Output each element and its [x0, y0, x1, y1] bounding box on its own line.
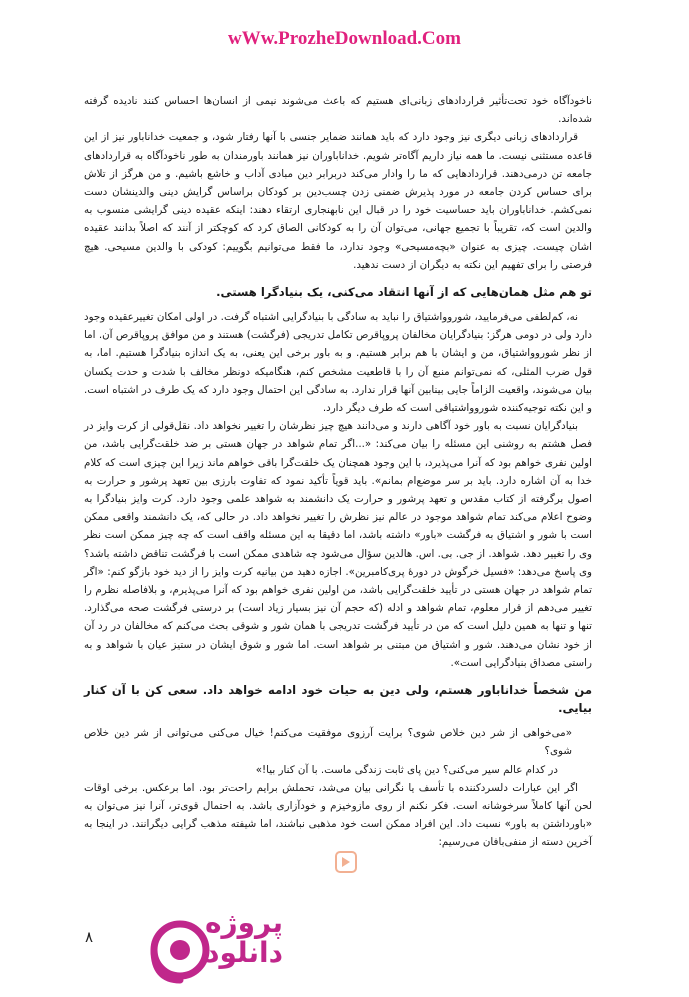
- paragraph: اگر این عبارات دلسردکننده با تأسف یا نگرانی بیان می‌شد، تحملش برایم راحت‌تر بود. اما برعکس. برخی اوقات لحن آنها کاملاً سرخوشانه است. فکر نکنم از روی مازوخیزم و خودآزاری باشد. به احتمال قوی‌تر، آنرا نیز می‌توان به «باورداشتن به باور» نسبت داد. این افراد ممکن است خود مذهبی نباشند، اما شیفته مذهب گرایی دیگرانند. در اینجا به آخرین دسته از منفی‌بافان می‌رسیم:: [84, 781, 592, 849]
- page-body: [84, 92, 592, 852]
- paragraph: قراردادهای زبانی دیگری نیز وجود دارد که باید همانند ضمایر جنسی با آنها رفتار شود، و جمعیت خداناباور نیز از این قاعده مستثنی نیست. ما همه نیاز داریم آگاه‌تر شویم. خداناباوران نیز همانند باورمندان به طور ناخودآگاه به قراردادهای جامعه تن درمی‌دهند. قراردادهایی که ما را وادار می‌کند دربرابر دین مبادی آداب و خاشع باشیم. و من هرگز از تلاش برای حساس کردن جامعه در مورد پذیرش ضمنی زدن چسب‌دین بر کودکان براساس گرایش دینی والدینشان دست نمی‌کشم. خداناباوران باید حساسیت خود را در قبال این نابهنجاری ارتقاء دهند: اینکه عقیده دینی گرایشی منسوب به والدین است که، تقریباً با تجمیع جهانی، می‌توان آن را به کودکانی الصاق کرد که کوچکتر از آنند که اصلاً بدانند عقیده اشان چیست. چیزی به عنوان «بچه‌مسیحی» وجود ندارد، ما فقط می‌توانیم بگوییم: کودکی با والدین مسیحی. هیچ فرصتی را برای تفهیم این نکته به دیگران از دست ندهید.: [84, 131, 592, 271]
- paragraph: بنیادگرایان نسبت به باور خود آگاهی دارند و می‌دانند هیچ چیز نظرشان را تغییر نخواهد داد. نقل‌قولی از کرت وایز در فصل هشتم به روشنی این مسئله را بیان می‌کند: «...اگر تمام شواهد در جهان هستی بر ضد خلقت‌گرایی باشد، من اولین نفری خواهم بود که آنرا می‌پذیرد، با این وجود همچنان یک خلقت‌گرا باقی خواهم ماند زیرا این چیزی است که کلام خدا به آن اشاره دارد. باید بر سر موضع‌ام بمانم». باید قویاً تأکید نمود که تفاوت بارزی بین تعهد پرشور و حرارت به اصول برگرفته از کتاب مقدس و تعهد پرشور و حرارت یک دانشمند به شواهد علمی وجود دارد. کرت وایز بنیادگرا به وضوح اعلام می‌کند تمام شواهد موجود در عالم نیز نظرش را تغییر نخواهد داد. در حالی که، یک دانشمند واقعی ممکن است با شور و اشتیاق به فرگشت «باور» داشته باشد، اما دقیقا به این مسئله واقف است که چه چیز ممکن است نظر وی را تغییر دهد. شواهد. از جی. بی. اس. هالدین سؤال می‌شود چه شاهدی ممکن است با فرگشت تناقض داشته باشد؟ وی پاسخ می‌دهد: «فسیل خرگوش در دورهٔ پری‌کامبرین». اجازه دهید من بیانیه کرت وایز را از دید خود بازگو کنم: «اگر تمام شواهد در جهان هستی در تأیید خلقت‌گرایی باشد، من اولین نفری خواهم بود که آنرا می‌پذیرم، و بلافاصله نظرم را تغییر می‌دهم از قرار معلوم، تمام شواهد و ادله (که حجم آن نیز بسیار زیاد است) بر درستی فرگشت صحه می‌گذارد. تنها و تنها به همین دلیل است که من در تأیید فرگشت تدریجی با همان شور و شوقی بحث می‌کنم که مخالفان در رد آن از خود نشان می‌دهند. شور و اشتیاق من مبتنی بر شواهد است. اما شور و شوق ایشان در ستیز عیان با شواهد و به راستی مصداق بنیادگرایی است».: [84, 420, 592, 669]
- watermark-logo-icon: [333, 849, 359, 875]
- paragraph: نه، کم‌لطفی می‌فرمایید، شوروواشتیاق را نباید به سادگی با بنیادگرایی اشتباه گرفت. در اولی امکان تغییرعقیده وجود دارد ولی در دومی هرگز: بنیادگرایان مخالفان پروپاقرص تکامل تدریجی (فرگشت) هستند و من موافق پروپاقرص آن. اما از نظر شوروواشتیاق، من و ایشان با هم برابر هستیم. و به باور برخی این یعنی، به یک اندازه بنیادگرا هستیم. اما، به قول ضرب المثلی، که نمی‌توانم منبع آن را با قاطعیت مشخص کنم، هنگامیکه دونظر مخالف با شدت و حدت یکسان بیان می‌شوند، واقعیت الزاماً جایی بینابین آنها قرار ندارد. به سادگی این احتمال وجود دارد که یک طرف در اشتباه است. و این نکته توجیه‌کننده شوروواشتیاقی است که طرف دیگر دارد.: [84, 311, 592, 415]
- logo-line: دانلود: [205, 936, 283, 969]
- section-heading: من شخصاً خداناباور هستم، ولی دین به حیات خود ادامه خواهد داد. سعی کن با آن کنار بیایی.: [84, 683, 592, 716]
- logo-wordmark: [205, 908, 283, 968]
- site-url-header: wWw.ProzheDownload.Com: [228, 28, 461, 49]
- section-heading: تو هم مثل همان‌هایی که از آنها انتقاد می‌کنی، یک بنیادگرا هستی.: [216, 285, 592, 300]
- page-number: ۸: [85, 928, 94, 946]
- quote-line: «می‌خواهی از شر دین خلاص شوی؟ برایت آرزوی موفقیت می‌کنم! خیال می‌کنی می‌توانی از شر دین خلاص شوی؟: [84, 727, 572, 758]
- paragraph: ناخودآگاه خود تحت‌تأثیر قراردادهای زبانی‌ای هستیم که باعث می‌شوند نیمی از انسان‌ها احساس کنند نادیده گرفته شده‌اند.: [84, 95, 592, 126]
- logo-line: پروژه: [205, 906, 283, 939]
- quote-block: [84, 724, 592, 779]
- quote-line: در کدام عالم سیر می‌کنی؟ دین پای ثابت زندگی ماست. با آن کنار بیا!»: [255, 763, 558, 776]
